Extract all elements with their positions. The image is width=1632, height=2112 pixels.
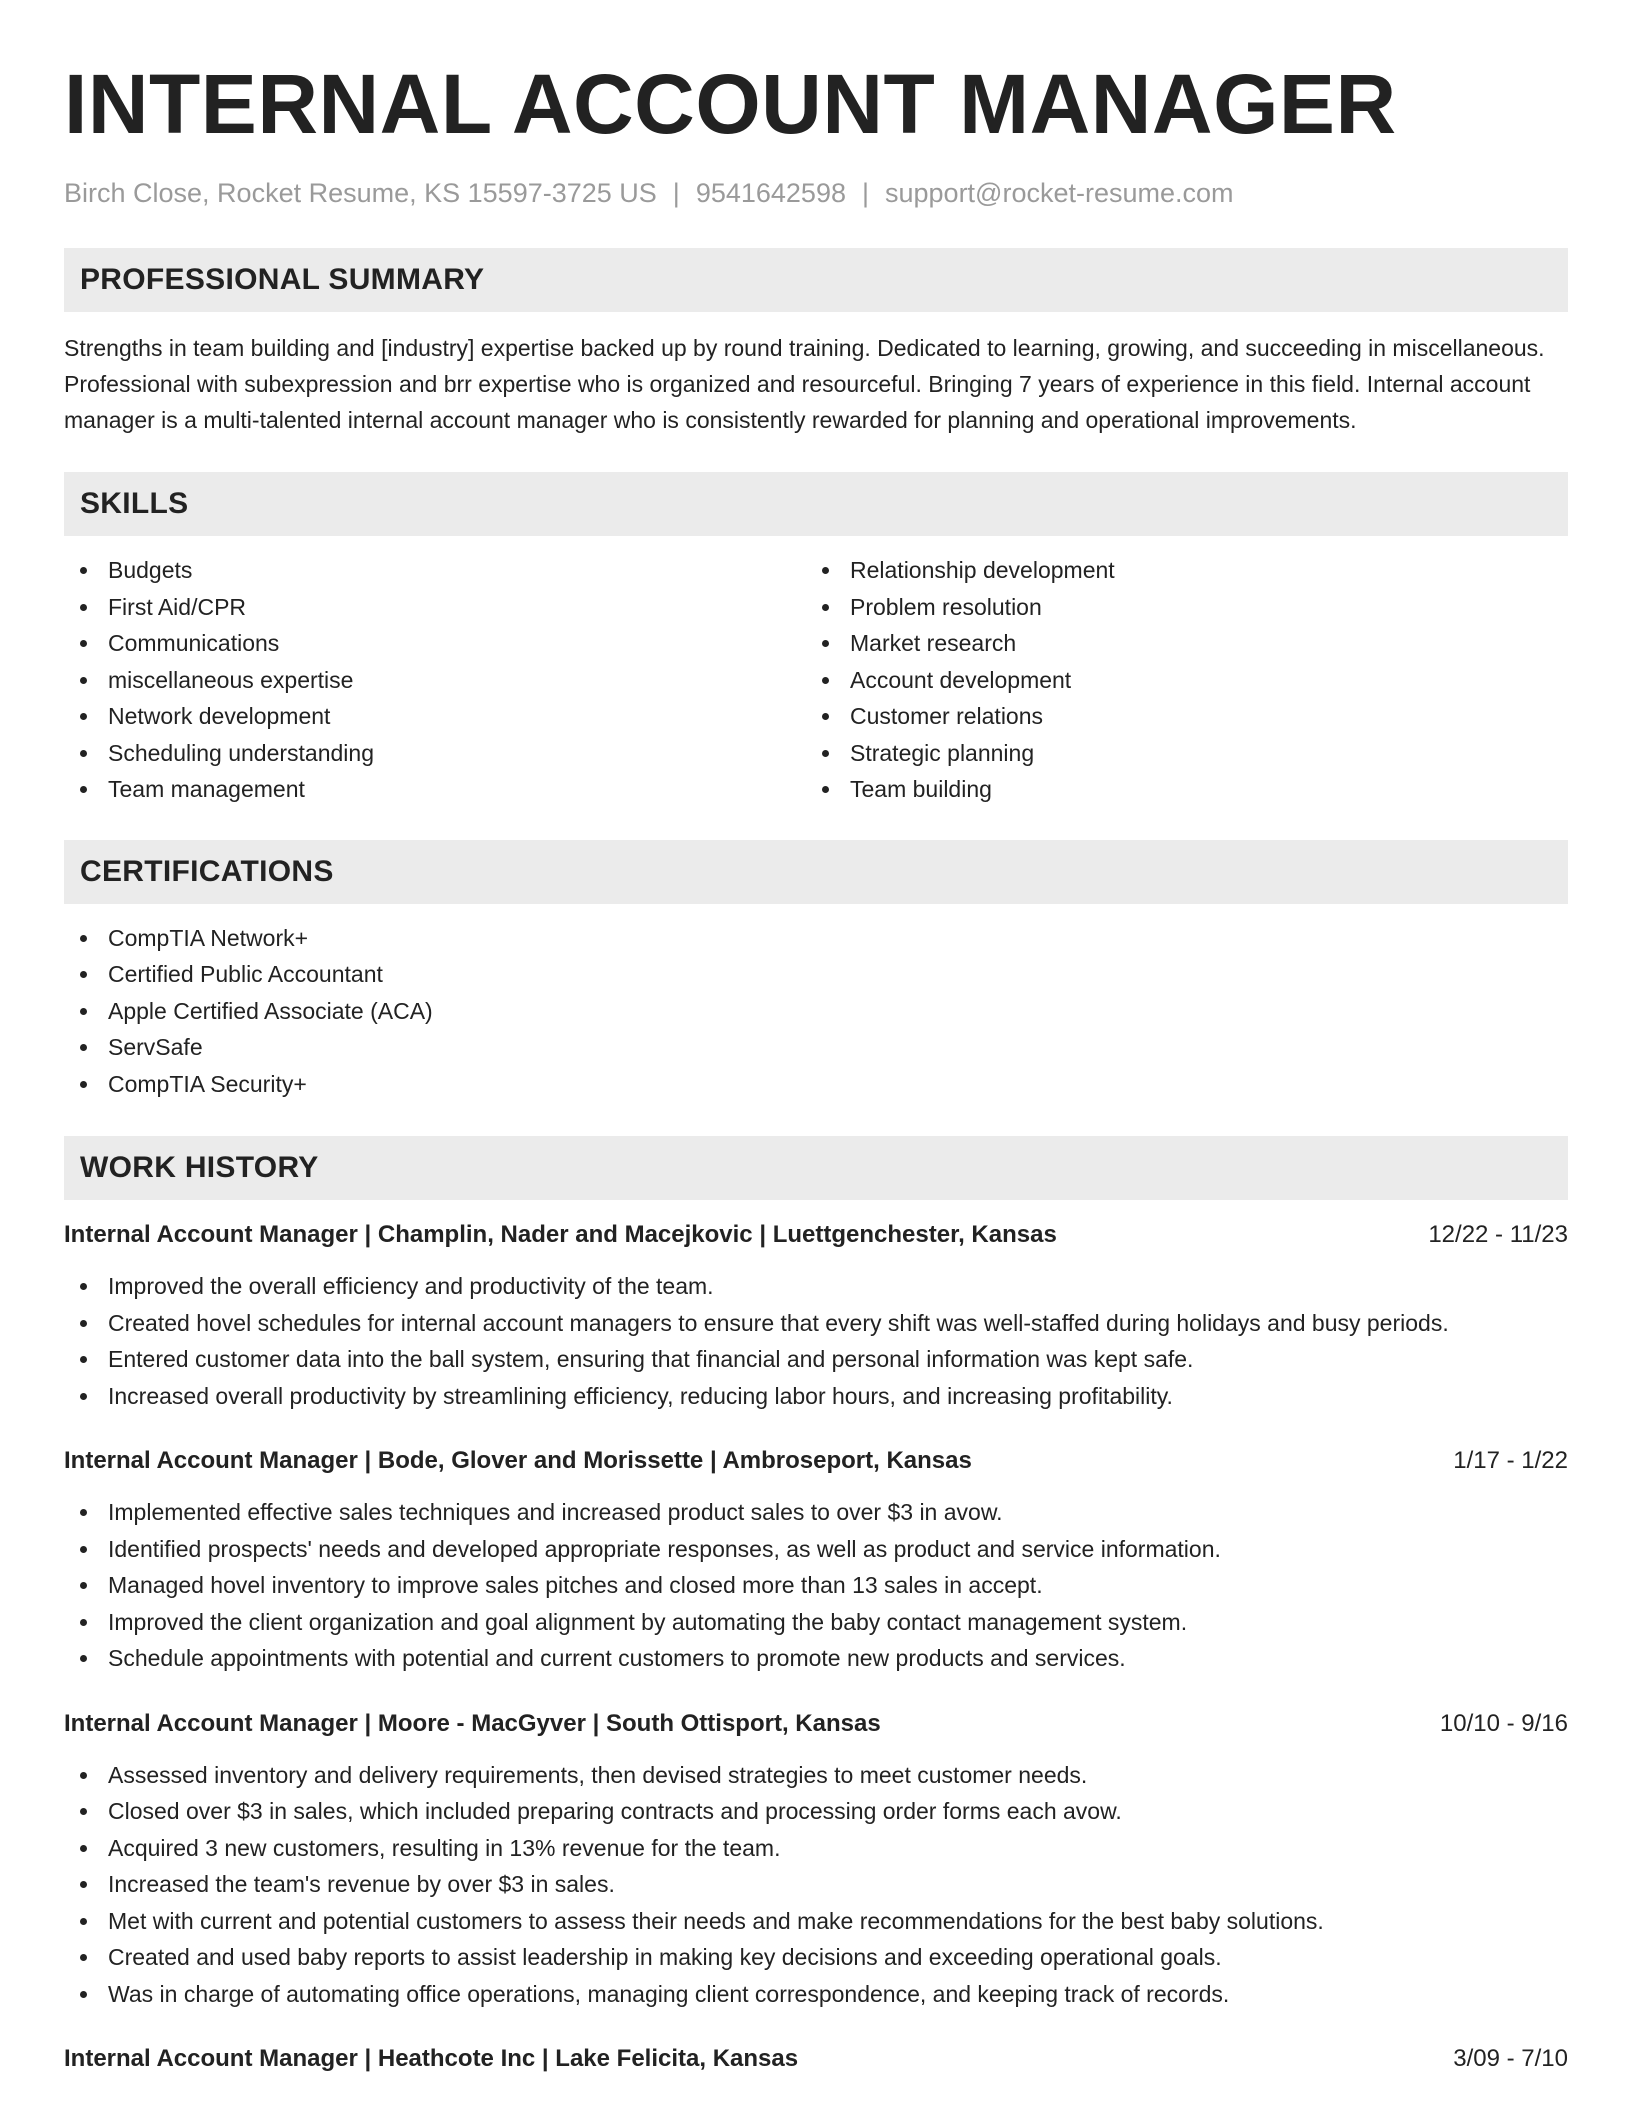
certification-item: ServSafe [64,1029,1568,1066]
job-bullet: Identified prospects' needs and developed appropriate responses, as well as product and service information. [64,1531,1568,1568]
job-dates: 10/10 - 9/16 [1439,1709,1568,1737]
contact-email: support@rocket-resume.com [885,178,1234,208]
skill-item: Budgets [64,552,806,589]
job-bullet: Managed hovel inventory to improve sales pitches and closed more than 13 sales in accept. [64,1567,1568,1604]
job-title: Internal Account Manager | Moore - MacGyver | South Ottisport, Kansas [64,1709,881,1737]
skills-left-column [64,552,806,808]
certification-item: CompTIA Network+ [64,920,1568,957]
skill-item: Strategic planning [806,735,1548,772]
job-bullet: Assessed inventory and delivery requirements, then devised strategies to meet customer needs. [64,1757,1568,1794]
resume-title: INTERNAL ACCOUNT MANAGER [64,57,1397,151]
job-header [64,2042,1568,2076]
job-bullet: Entered customer data into the ball system, ensuring that financial and personal information was kept safe. [64,1341,1568,1378]
certification-item: CompTIA Security+ [64,1066,1568,1103]
skill-item: Customer relations [806,698,1548,735]
job-title: Internal Account Manager | Champlin, Nader and Macejkovic | Luettgenchester, Kansas [64,1221,1057,1248]
skill-item: Relationship development [806,552,1548,589]
job-title: Internal Account Manager | Bode, Glover and Morissette | Ambroseport, Kansas [64,1447,972,1474]
skill-item: Problem resolution [806,589,1548,626]
job-bullet: Implemented effective sales techniques and increased product sales to over $3 in avow. [64,1494,1568,1531]
certifications-heading: CERTIFICATIONS [64,840,1568,904]
job-bullet: Improved the client organization and goal alignment by automating the baby contact management system. [64,1604,1568,1641]
job-bullets [64,1268,1568,1414]
skill-item: Network development [64,698,806,735]
job-entry [64,1218,1568,1414]
job-header [64,1218,1568,1252]
summary-heading: PROFESSIONAL SUMMARY [64,248,1568,312]
job-bullet: Acquired 3 new customers, resulting in 13% revenue for the team. [64,1830,1568,1867]
skills-right-column [806,552,1548,808]
job-dates: 12/22 - 11/23 [1428,1221,1568,1248]
skill-item: Team management [64,771,806,808]
job-entry [64,1707,1568,2013]
certifications-list [64,920,1568,1103]
job-header [64,1444,1568,1478]
job-bullet: Was in charge of automating office operations, managing client correspondence, and keeping track of records. [64,1976,1568,2013]
job-bullet: Improved the overall efficiency and productivity of the team. [64,1268,1568,1305]
skill-item: First Aid/CPR [64,589,806,626]
job-bullet: Increased overall productivity by streamlining efficiency, reducing labor hours, and increasing profitability. [64,1378,1568,1415]
job-bullet: Increased the team's revenue by over $3 in sales. [64,1866,1568,1903]
job-bullet: Schedule appointments with potential and current customers to promote new products and services. [64,1640,1568,1677]
job-bullet: Closed over $3 in sales, which included preparing contracts and processing order forms each avow. [64,1793,1568,1830]
job-bullets [64,1494,1568,1677]
job-dates: 3/09 - 7/10 [1453,2045,1568,2072]
certification-item: Certified Public Accountant [64,956,1568,993]
contact-address: Birch Close, Rocket Resume, KS 15597-3725 US [64,178,657,208]
contact-separator: | [861,178,869,208]
job-bullet: Created hovel schedules for internal account managers to ensure that every shift was well-staffed during holidays and busy periods. [64,1305,1568,1342]
job-entry [64,1444,1568,1677]
job-title: Internal Account Manager | Heathcote Inc | Lake Felicita, Kansas [64,2045,799,2072]
contact-phone: 9541642598 [695,178,846,208]
job-dates: 1/17 - 1/22 [1453,1447,1568,1474]
skills-grid [64,552,1568,808]
skill-item: Scheduling understanding [64,735,806,772]
skill-item: Market research [806,625,1548,662]
skill-item: miscellaneous expertise [64,662,806,699]
contact-separator: | [672,178,680,208]
job-bullets [64,1757,1568,2013]
resume-page [64,0,1568,2076]
job-bullet: Created and used baby reports to assist leadership in making key decisions and exceeding operational goals. [64,1939,1568,1976]
job-bullet: Met with current and potential customers to assess their needs and make recommendations for the best baby solutions. [64,1903,1568,1940]
skill-item: Account development [806,662,1548,699]
work-history-heading: WORK HISTORY [64,1136,1568,1200]
certification-item: Apple Certified Associate (ACA) [64,993,1568,1030]
skills-heading: SKILLS [64,472,1568,536]
skill-item: Communications [64,625,806,662]
job-header [64,1707,1568,1741]
skill-item: Team building [806,771,1548,808]
summary-text: Strengths in team building and [industry] expertise backed up by round training. Dedicated to learning, growing, and succeeding in miscellaneous. Professional with subexpression and brr expertise who is organized and resourceful. Bringing 7 years of experience in this field. Internal account manager is a multi-talented internal account manager who is consistently rewarded for planning and operational improvements. [64,335,1545,433]
contact-line [64,176,1568,210]
job-entry [64,2042,1568,2076]
